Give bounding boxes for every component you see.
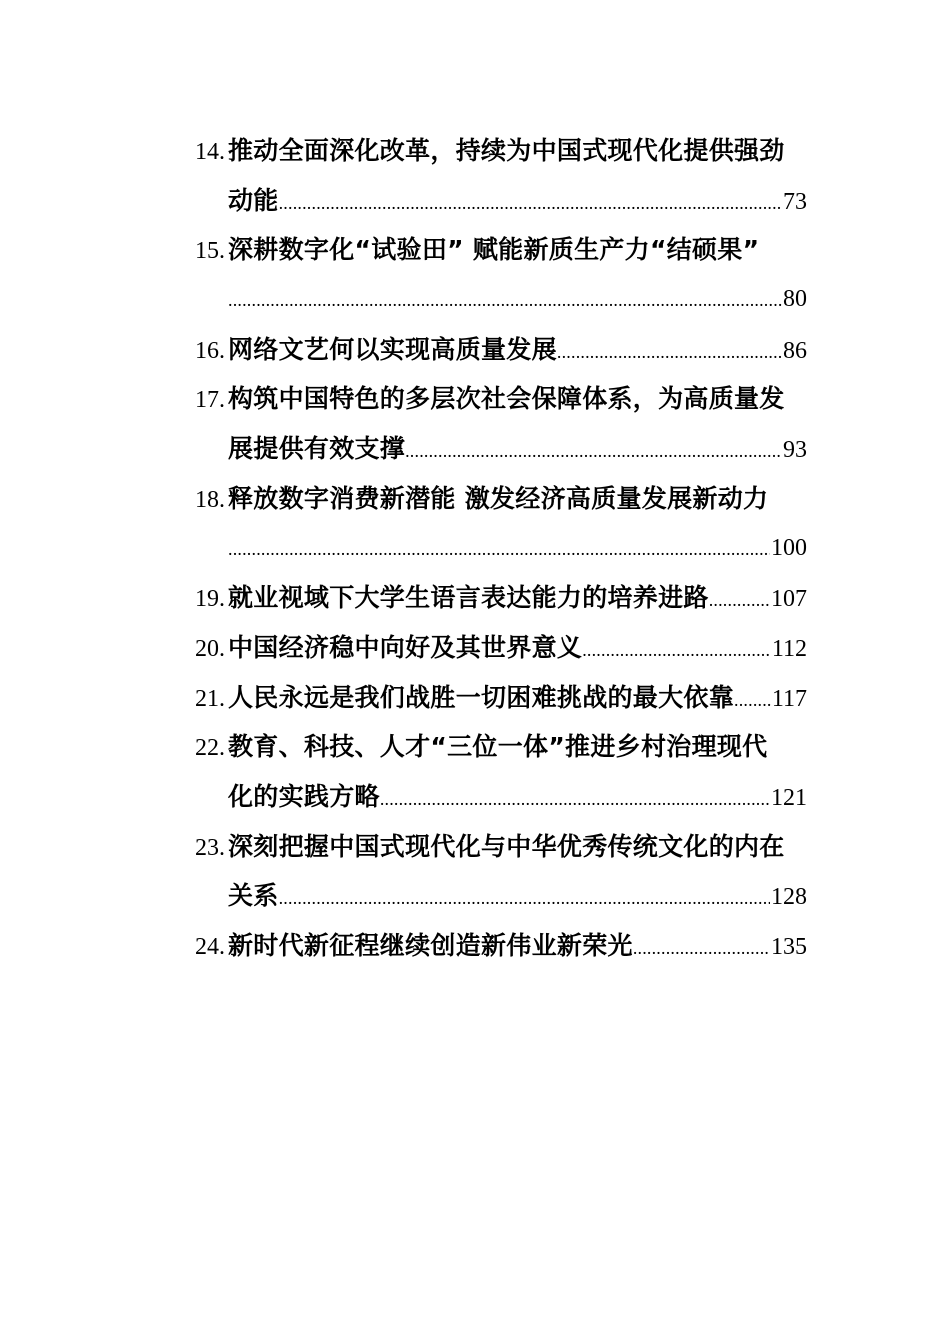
entry-title: 释放数字消费新潜能 激发经济高质量发展新动力 bbox=[228, 483, 769, 513]
entry-title: 中国经济稳中向好及其世界意义 bbox=[228, 632, 583, 662]
toc-entry-23-line-2 bbox=[195, 871, 807, 921]
toc-entry-18-line-1 bbox=[195, 474, 807, 524]
page-number: 100 bbox=[771, 534, 807, 561]
entry-title-continued: 动能 bbox=[228, 185, 279, 215]
entry-title-continued: 关系 bbox=[228, 881, 279, 911]
entry-number: 20. bbox=[195, 635, 225, 662]
entry-number: 21. bbox=[195, 685, 225, 712]
entry-number: 17. bbox=[195, 387, 225, 414]
entry-number: 23. bbox=[195, 834, 225, 861]
entry-title: 新时代新征程继续创造新伟业新荣光 bbox=[228, 931, 633, 960]
toc-entry-17-line-2 bbox=[195, 424, 807, 474]
toc-entry-15-line-2 bbox=[195, 275, 807, 325]
page-number: 93 bbox=[783, 437, 807, 464]
dot-leader bbox=[734, 676, 771, 726]
entry-number: 22. bbox=[195, 735, 225, 762]
toc-entry-24 bbox=[195, 921, 807, 971]
toc-entry-16 bbox=[195, 325, 807, 375]
page-number: 80 bbox=[783, 286, 807, 313]
entry-title: 就业视域下大学生语言表达能力的培养进路 bbox=[228, 583, 709, 613]
toc-entry-14-line-1 bbox=[195, 126, 807, 176]
entry-number: 19. bbox=[195, 586, 225, 613]
table-of-contents bbox=[195, 126, 807, 971]
toc-entry-22-line-2 bbox=[195, 772, 807, 822]
toc-entry-23-line-1 bbox=[195, 822, 807, 872]
entry-title-continued: 化的实践方略 bbox=[228, 781, 380, 811]
entry-title: 推动全面深化改革，持续为中国式现代化提供强劲 bbox=[228, 136, 785, 165]
dot-leader bbox=[709, 576, 770, 626]
dot-leader bbox=[228, 276, 782, 326]
page-number: 86 bbox=[783, 337, 807, 364]
entry-number: 24. bbox=[195, 934, 225, 960]
dot-leader bbox=[557, 328, 782, 378]
page-number: 73 bbox=[783, 188, 807, 215]
dot-leader bbox=[380, 775, 770, 825]
toc-entry-20 bbox=[195, 623, 807, 673]
page-number: 107 bbox=[771, 586, 807, 613]
entry-number: 18. bbox=[195, 486, 225, 513]
dot-leader bbox=[633, 924, 770, 974]
entry-number: 14. bbox=[195, 139, 225, 165]
entry-title: 深刻把握中国式现代化与中华优秀传统文化的内在 bbox=[228, 831, 785, 861]
entry-title: 人民永远是我们战胜一切困难挑战的最大依靠 bbox=[228, 682, 735, 712]
dot-leader bbox=[582, 626, 771, 676]
toc-entry-19 bbox=[195, 573, 807, 623]
toc-entry-22-line-1 bbox=[195, 722, 807, 772]
page-number: 112 bbox=[771, 635, 807, 662]
toc-entry-21 bbox=[195, 673, 807, 723]
entry-title-continued: 展提供有效支撑 bbox=[228, 434, 406, 464]
dot-leader bbox=[279, 874, 770, 924]
page-number: 117 bbox=[771, 685, 807, 712]
entry-title: 深耕数字化“试验田” 赋能新质生产力“结硕果” bbox=[228, 235, 760, 265]
toc-entry-17-line-1 bbox=[195, 374, 807, 424]
entry-title: 构筑中国特色的多层次社会保障体系，为高质量发 bbox=[228, 384, 785, 414]
page-number: 128 bbox=[771, 884, 807, 911]
entry-title: 教育、科技、人才“三位一体”推进乡村治理现代 bbox=[228, 732, 768, 762]
dot-leader bbox=[405, 427, 782, 477]
dot-leader bbox=[228, 525, 770, 575]
dot-leader bbox=[279, 179, 782, 229]
toc-entry-18-line-2 bbox=[195, 524, 807, 574]
toc-entry-15-line-1 bbox=[195, 225, 807, 275]
entry-number: 16. bbox=[195, 337, 225, 364]
entry-title: 网络文艺何以实现高质量发展 bbox=[228, 334, 557, 364]
toc-entry-14-line-2 bbox=[195, 176, 807, 226]
page-number: 135 bbox=[771, 934, 807, 960]
entry-number: 15. bbox=[195, 238, 225, 265]
page-number: 121 bbox=[771, 784, 807, 811]
